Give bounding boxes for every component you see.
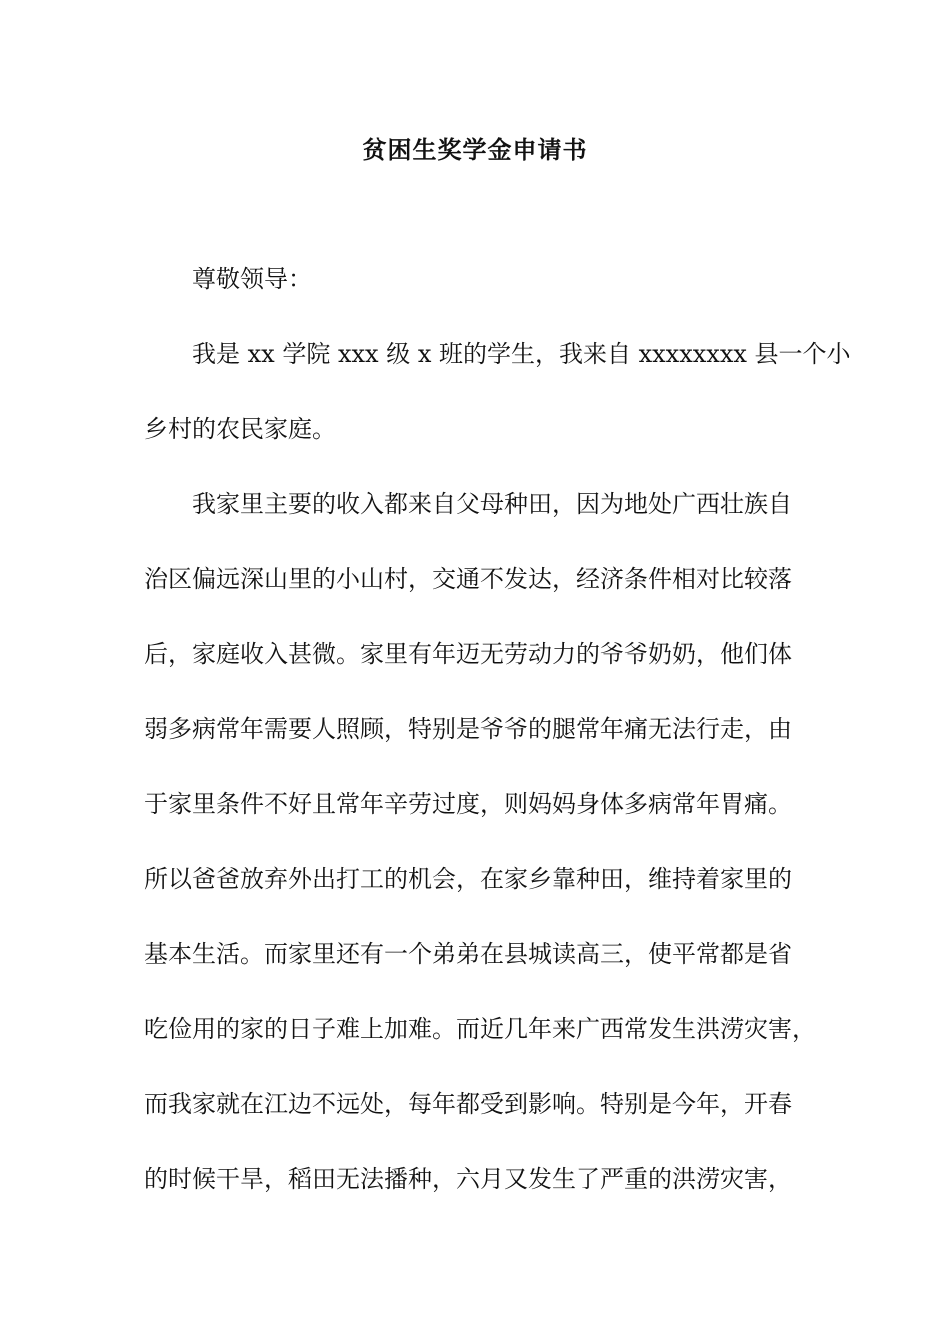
paragraph-line: 我家里主要的收入都来自父母种田，因为地处广西壮族自 [192,490,792,518]
document-title: 贫困生奖学金申请书 [362,135,588,164]
paragraph-line: 而我家就在江边不远处，每年都受到影响。特别是今年，开春 [144,1090,792,1118]
paragraph-line: 吃俭用的家的日子难上加难。而近几年来广西常发生洪涝灾害， [144,1015,816,1043]
paragraph-line: 于家里条件不好且常年辛劳过度，则妈妈身体多病常年胃痛。 [144,790,792,818]
paragraph-line: 治区偏远深山里的小山村，交通不发达，经济条件相对比较落 [144,565,792,593]
paragraph-line: 所以爸爸放弃外出打工的机会，在家乡靠种田，维持着家里的 [144,865,792,893]
paragraph-line: 弱多病常年需要人照顾，特别是爷爷的腿常年痛无法行走，由 [144,715,792,743]
paragraph-line: 我是 xx 学院 xxx 级 x 班的学生，我来自 xxxxxxxx 县一个小 [192,340,851,368]
salutation: 尊敬领导： [192,265,312,293]
paragraph-line: 的时候干旱，稻田无法播种，六月又发生了严重的洪涝灾害， [144,1165,792,1193]
paragraph-line: 乡村的农民家庭。 [144,415,336,443]
paragraph-line: 基本生活。而家里还有一个弟弟在县城读高三，使平常都是省 [144,940,792,968]
paragraph-line: 后，家庭收入甚微。家里有年迈无劳动力的爷爷奶奶，他们体 [144,640,792,668]
